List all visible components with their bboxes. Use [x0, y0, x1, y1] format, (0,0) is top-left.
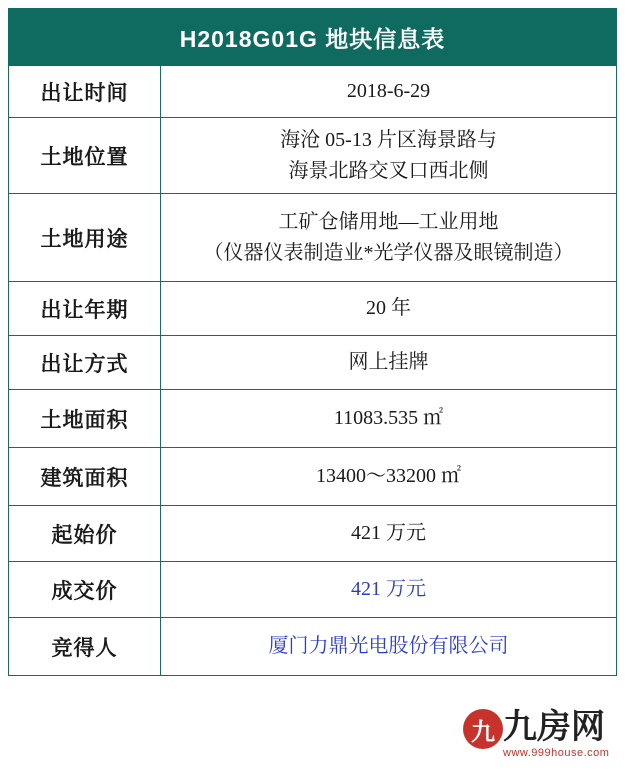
table-title-row — [9, 9, 617, 66]
row-label-starting-price: 起始价 — [9, 506, 161, 562]
table-row — [9, 506, 617, 562]
value-line: 海景北路交叉口西北侧 — [288, 159, 489, 182]
row-label-winner: 竞得人 — [9, 618, 161, 676]
row-value-land-location — [161, 118, 617, 194]
value-line-highlight: 厦门力鼎光电股份有限公司 — [268, 635, 509, 657]
table-row — [9, 448, 617, 506]
table-row — [9, 336, 617, 390]
table-row — [9, 282, 617, 336]
value-line: 421 万元 — [351, 522, 426, 544]
table-row — [9, 390, 617, 448]
table-row — [9, 194, 617, 282]
value-line: 11083.535 ㎡ — [333, 407, 444, 429]
value-line: 13400～33200 ㎡ — [316, 465, 461, 487]
row-label-land-usage: 土地用途 — [9, 194, 161, 282]
row-value-transfer-date — [161, 66, 617, 118]
watermark-site-name: 九房网 — [503, 708, 605, 746]
row-label-transfer-term: 出让年期 — [9, 282, 161, 336]
row-value-winner — [161, 618, 617, 676]
table-row — [9, 618, 617, 676]
value-line: 网上挂牌 — [348, 351, 429, 373]
row-value-transfer-method — [161, 336, 617, 390]
table-row — [9, 562, 617, 618]
land-info-table — [8, 8, 617, 676]
row-label-transfer-method: 出让方式 — [9, 336, 161, 390]
value-line: 海沧 05-13 片区海景路与 — [280, 128, 497, 151]
row-label-land-location: 土地位置 — [9, 118, 161, 194]
watermark-badge — [457, 705, 617, 763]
value-line: 20 年 — [366, 297, 411, 319]
row-value-deal-price — [161, 562, 617, 618]
table-body — [9, 9, 617, 676]
table-row — [9, 66, 617, 118]
value-line: （仪器仪表制造业*光学仪器及眼镜制造） — [203, 241, 574, 264]
value-line: 2018-6-29 — [346, 80, 431, 102]
row-value-starting-price — [161, 506, 617, 562]
watermark-site-url: www.999house.com — [503, 747, 610, 759]
table-row — [9, 118, 617, 194]
row-label-transfer-date: 出让时间 — [9, 66, 161, 118]
value-line: 工矿仓储用地—工业用地 — [278, 210, 499, 233]
land-info-sheet — [0, 8, 625, 771]
row-value-land-area — [161, 390, 617, 448]
row-label-land-area: 土地面积 — [9, 390, 161, 448]
row-value-transfer-term — [161, 282, 617, 336]
row-value-building-area — [161, 448, 617, 506]
page-title: H2018G01G 地块信息表 — [9, 9, 617, 66]
watermark — [449, 703, 617, 765]
watermark-logo-icon: 九 — [463, 709, 503, 749]
row-label-building-area: 建筑面积 — [9, 448, 161, 506]
value-line-highlight: 421 万元 — [351, 578, 426, 600]
row-value-land-usage — [161, 194, 617, 282]
row-label-deal-price: 成交价 — [9, 562, 161, 618]
